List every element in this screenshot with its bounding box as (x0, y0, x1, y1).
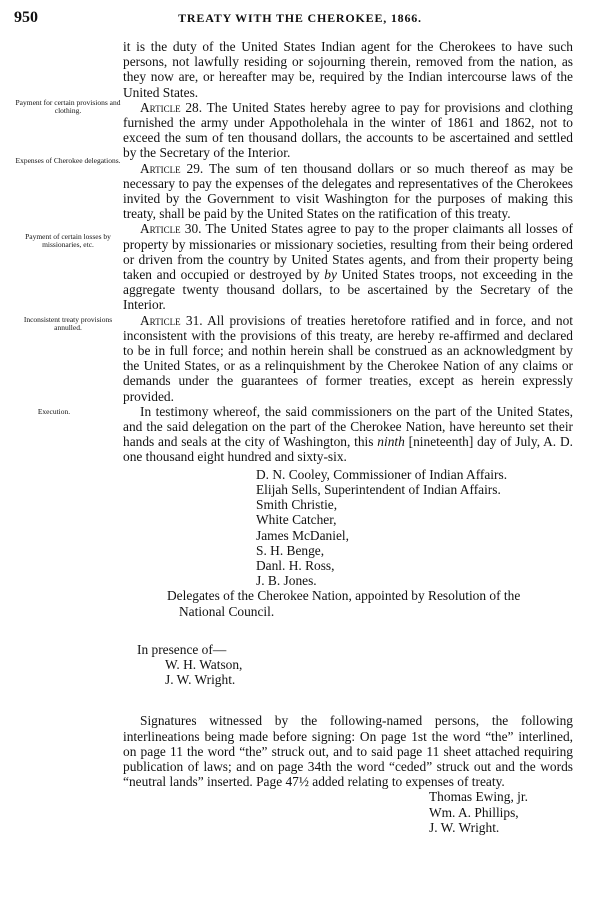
signature-delegate: White Catcher, (256, 512, 337, 528)
article-28-heading: Article 28. (140, 99, 203, 115)
signature-delegate: S. H. Benge, (256, 542, 325, 558)
treaty-body (123, 39, 573, 835)
witness-note: Signatures witnessed by the following-named persons, the following interlineations being made before signing: On page 1st the word “the” interlined, on page 11 the word “the” struck out, and to said page 11 sheet attached requiring publication of laws; and on page 34th the word “ceded” struck out and the words “neutral lands” inserted. Page 47½ added relating to expenses of treaty. (123, 713, 573, 790)
signature-delegate: James McDaniel, (256, 527, 349, 543)
running-title: TREATY WITH THE CHEROKEE, 1866. (178, 11, 422, 25)
intro-paragraph: it is the duty of the United States Indian agent for the Cherokees to have such persons, not lawfully residing or sojourning therein, removed from the nation, as they now are, or hereafter may be, required by the Indian intercourse laws of the United States. (123, 39, 573, 100)
signature-delegate: Smith Christie, (256, 497, 338, 513)
witness-signature: Wm. A. Phillips, (429, 804, 519, 820)
presence-signature: J. W. Wright. (165, 672, 236, 688)
article-29-text: The sum of ten thousand dollars or so much thereof as may be necessary to pay the expenses of the delegates and representatives of the Cherokees invited by the Government to visit Washington for the purposes of making this treaty, shall be paid by the United States on the ratification of this treaty. (123, 160, 573, 222)
testimony-text-after: [nineteenth] day of July, A. D. one thousand eight hundred and sixty-six. (123, 434, 573, 465)
margin-note-delegations: Expenses of Cherokee delegations. (15, 156, 121, 165)
witness-signature: Thomas Ewing, jr. (429, 789, 528, 805)
article-28-text: The United States hereby agree to pay for provisions and clothing furnished the army under Appotholehala in the winter of 1861 and 1862, not to exceed the sum of ten thousand dollars, the accounts to be ascertained and settled by the Secretary of the Interior. (123, 99, 573, 161)
margin-note-execution: Execution. (37, 407, 71, 416)
page-number: 950 (14, 9, 38, 26)
article-30-heading: Article 30. (140, 221, 202, 237)
article-31-heading: Article 31. (140, 312, 203, 328)
testimony-text-before: In testimony whereof, the said commissioners on the part of the United States, and the said delegation on the part of the Cherokee Nation, have hereunto set their hands and seals at the city of Washington, this (123, 403, 573, 450)
article-28 (123, 100, 573, 161)
margin-note-missionaries: Payment of certain losses by missionaries, etc. (25, 232, 111, 249)
delegates-note: Delegates of the Cherokee Nation, appointed by Resolution of the National Council. (167, 588, 521, 619)
margin-note-annulled: Inconsistent treaty provisions annulled. (23, 315, 113, 332)
signature-commissioner: D. N. Cooley, Commissioner of Indian Affairs. (256, 466, 508, 482)
article-30-text-before: The United States agree to pay to the proper claimants all losses of property by missionaries or missionary societies, resulting from their being ordered or driven from the country by United States agents, and from their property being taken and occupied or destroyed by (123, 221, 573, 283)
signature-delegate: Danl. H. Ross, (256, 557, 335, 573)
presence-signature: W. H. Watson, (165, 656, 243, 672)
signature-superintendent: Elijah Sells, Superintendent of Indian Affairs. (256, 481, 501, 497)
signature-delegate: J. B. Jones. (256, 573, 317, 589)
witness-signature: J. W. Wright. (429, 819, 500, 835)
article-30 (123, 221, 573, 312)
presence-label: In presence of— (137, 641, 227, 657)
signature-block (123, 467, 573, 619)
article-30-text-after: United States troops, not exceeding in the aggregate twenty thousand dollars, to be ascertained by the Secretary of the Interior. (123, 267, 573, 313)
article-31-text: All provisions of treaties heretofore ratified and in force, and not inconsistent with the provisions of this treaty, are hereby re-affirmed and declared to be in full force; and nothin herein shall be construed as an acknowledgment by the United States, or as a relinquishment by the Cherokee Nation of any claims or demands under the guarantees of former treaties, except as herein expressly provided. (123, 312, 573, 404)
article-31 (123, 313, 573, 404)
presence-block (123, 642, 573, 688)
article-30-text-italic: by (324, 267, 337, 283)
margin-note-provisions: Payment for certain provisions and clothing. (15, 98, 121, 115)
article-29-heading: Article 29. (140, 160, 204, 176)
witness-signatures (123, 789, 573, 835)
testimony-italic: ninth (377, 434, 405, 450)
article-29 (123, 161, 573, 222)
testimony-paragraph (123, 404, 573, 465)
